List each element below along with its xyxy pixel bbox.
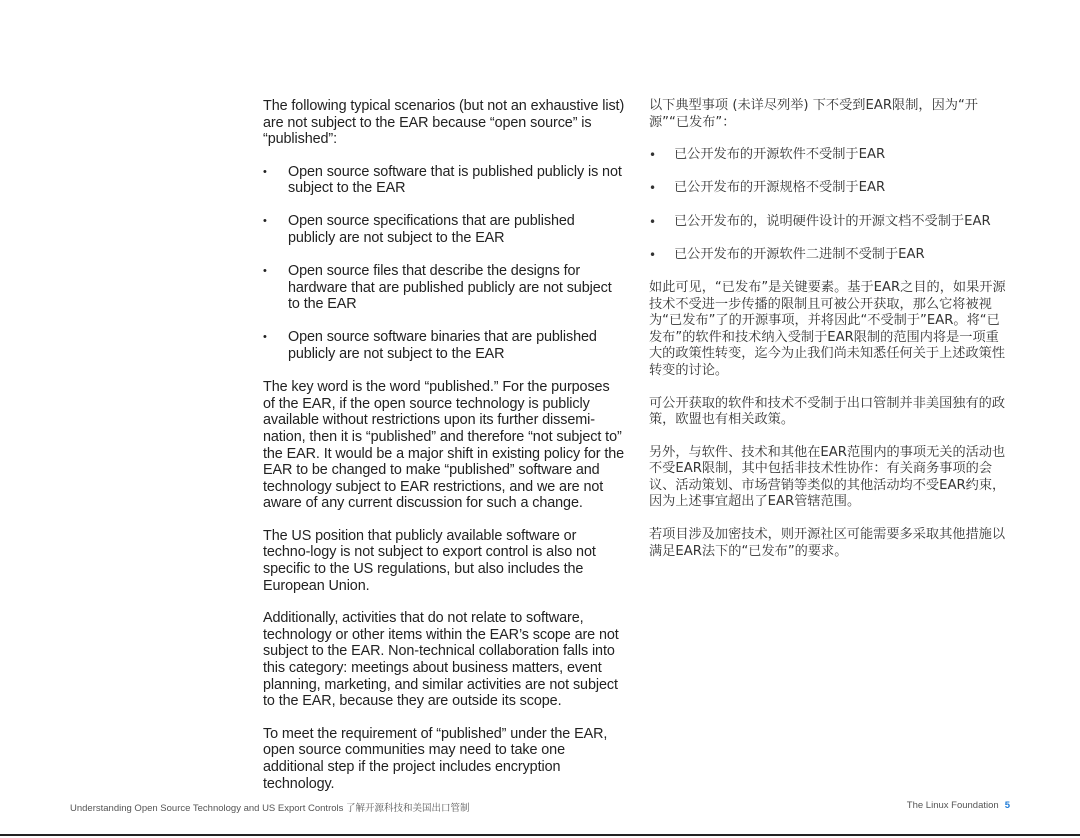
list-item	[649, 247, 1011, 264]
publisher-name: The Linux Foundation	[906, 800, 999, 811]
footer-title: Understanding Open Source Technology and US Export Controls 了解开源科技和美国出口管制	[70, 803, 470, 814]
bullet-text: 已公开发布的开源规格不受制于EAR	[674, 180, 886, 196]
english-column	[263, 98, 625, 808]
bullet-text: Open source specifications that are published publicly are not subject to the EAR	[288, 213, 575, 247]
bullet-icon: •	[649, 214, 657, 229]
bullet-icon: •	[649, 181, 657, 196]
chinese-paragraph: 如此可见，“已发布”是关键要素。基于EAR之目的，如果开源技术不受进一步传播的限制且可被公开获取，那么它将被视为“已发布”了的开源事项，并将因此“不受制于”EAR。将“已发布”的软件和技术纳入受制于EAR限制的范围内将是一项重大的政策性转变，迄今为止我们尚未知悉任何关于上述政策性转变的讨论。	[649, 279, 1006, 378]
list-item	[649, 147, 1011, 164]
list-item	[263, 329, 625, 362]
bullet-icon: •	[263, 331, 267, 344]
bullet-text: Open source software that is published publicly is not subject to the EAR	[288, 163, 622, 197]
english-paragraph: The US position that publicly available software or techno-logy is not subject to export control is also not specific to the US regulations, but also includes the European Union.	[263, 527, 596, 594]
chinese-bullet-list	[649, 147, 1011, 263]
bullet-text: 已公开发布的，说明硬件设计的开源文档不受制于EAR	[674, 213, 991, 229]
english-bullet-list	[263, 164, 625, 363]
bullet-icon: •	[263, 165, 267, 178]
english-paragraph: Additionally, activities that do not relate to software, technology or other items within the EAR’s scope are not subject to the EAR. Non-technical collaboration falls into this category: meetings about business matters, event planning, marketing, and similar activities are not subject to the EAR, because they are outside its scope.	[263, 610, 619, 710]
english-paragraph: The key word is the word “published.” For the purposes of the EAR, if the open source technology is publicly available without restrictions upon its further dissemi-nation, then it is “published” and therefore “not subject to” the EAR. It would be a major shift in existing policy for the EAR to be changed to make “published” software and technology subject to EAR restrictions, and we are not aware of any current discussion for such a change.	[263, 379, 625, 512]
list-item	[649, 180, 1011, 197]
chinese-paragraph: 另外，与软件、技术和其他在EAR范围内的事项无关的活动也不受EAR限制，其中包括非技术性协作：有关商务事项的会议、活动策划、市场营销等类似的其他活动均不受EAR约束，因为上述事宜超出了EAR管辖范围。	[649, 444, 1006, 510]
chinese-intro: 以下典型事项 (未详尽列举) 下不受到EAR限制，因为“开源”“已发布”：	[649, 98, 978, 130]
bottom-divider	[0, 834, 1080, 836]
english-intro: The following typical scenarios (but not an exhaustive list) are not subject to the EAR because “open source” is “published”:	[263, 98, 625, 148]
bullet-icon: •	[263, 215, 267, 228]
list-item	[263, 164, 625, 197]
english-paragraph: To meet the requirement of “published” under the EAR, open source communities may need to take one additional step if the project includes encryption technology.	[263, 725, 608, 792]
bullet-icon: •	[263, 265, 267, 278]
list-item	[263, 263, 625, 313]
page-number: 5	[1004, 800, 1010, 811]
bullet-text: 已公开发布的开源软件二进制不受制于EAR	[674, 246, 925, 262]
bullet-text: Open source software binaries that are published publicly are not subject to the EAR	[288, 329, 597, 363]
chinese-column	[649, 98, 1011, 576]
bullet-icon: •	[649, 247, 657, 262]
bullet-text: Open source files that describe the designs for hardware that are published publicly are not subject to the EAR	[288, 263, 612, 313]
list-item	[649, 214, 1011, 231]
list-item	[263, 213, 625, 246]
bullet-text: 已公开发布的开源软件不受制于EAR	[674, 147, 886, 163]
footer-publisher	[907, 800, 1010, 811]
chinese-paragraph: 可公开获取的软件和技术不受制于出口管制并非美国独有的政策，欧盟也有相关政策。	[649, 395, 1006, 428]
chinese-paragraph: 若项目涉及加密技术，则开源社区可能需要多采取其他措施以满足EAR法下的“已发布”的要求。	[649, 527, 1006, 559]
bullet-icon: •	[649, 148, 657, 163]
